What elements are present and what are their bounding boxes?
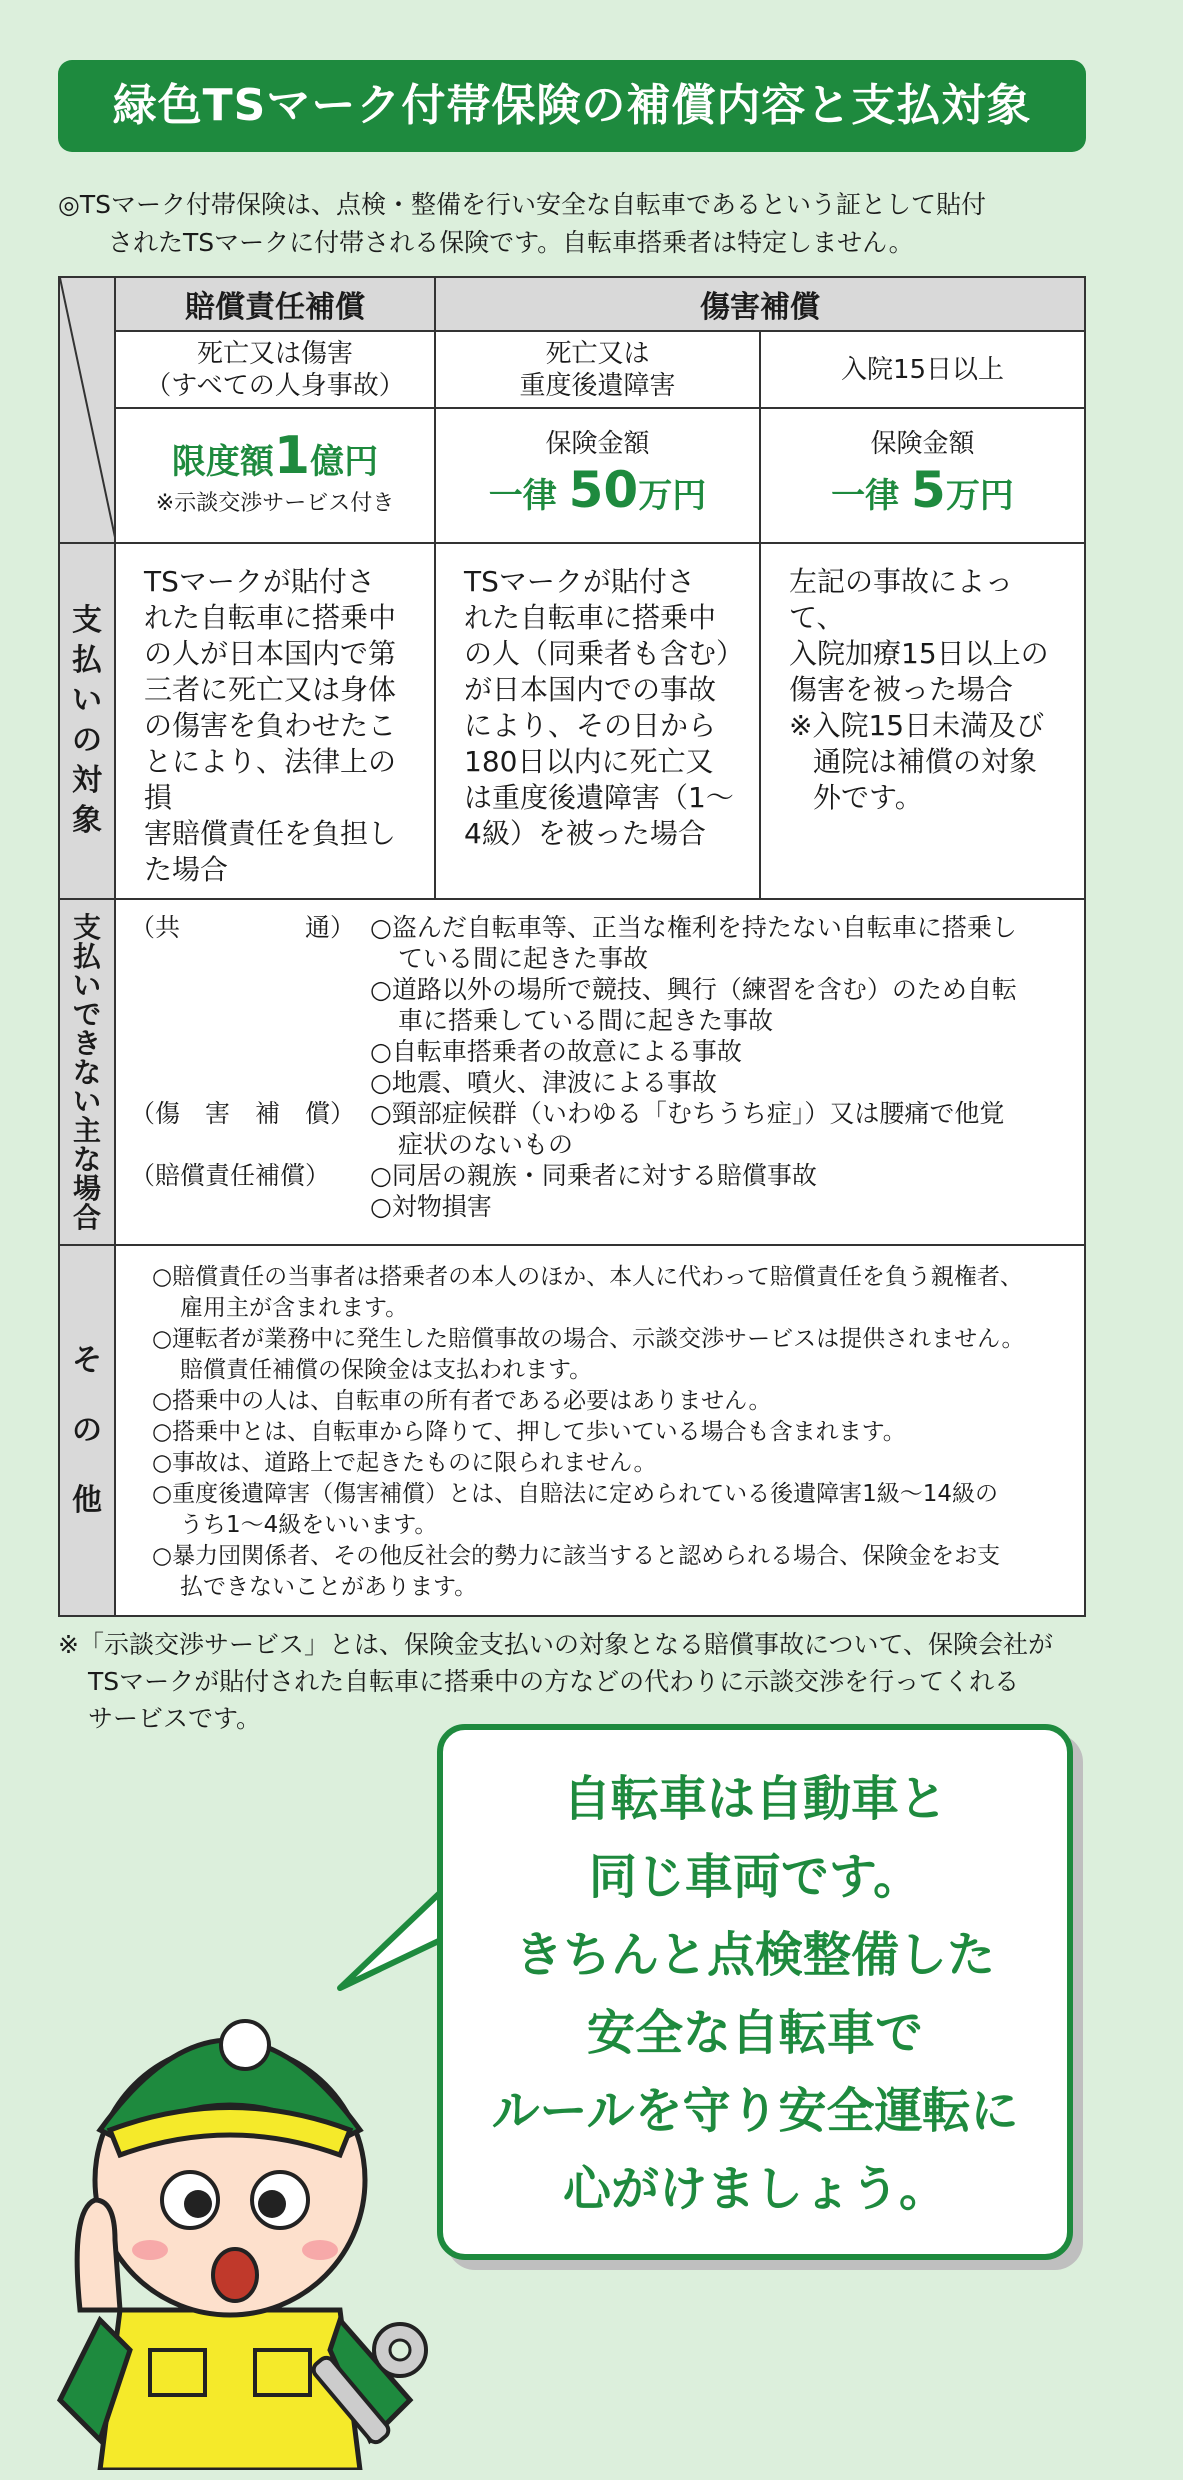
footnote-line-3: サービスです。 [88, 1704, 262, 1733]
no-pay-liability-label: （賠償責任補償） [130, 1161, 331, 1190]
amount-liability-note: ※示談交渉サービス付き [155, 491, 395, 517]
side-other [59, 1245, 115, 1616]
pay-death [435, 543, 760, 899]
bubble-line: 同じ車両です。 [588, 1849, 922, 1905]
pay-hospital-line: 傷害を被った場合 [789, 673, 1014, 706]
mascot-illustration [40, 1880, 440, 2470]
bubble-line: 自転車は自動車と [562, 1771, 947, 1827]
pay-liability [115, 543, 435, 899]
amount-death-suffix: 万円 [638, 476, 707, 517]
intro-line-1: ◎TSマーク付帯保険は、点検・整備を行い安全な自転車であるという証として貼付 [58, 190, 986, 219]
amount-hospital-number: 5 [911, 461, 946, 520]
pay-death-line: の人（同乗者も含む） [464, 637, 745, 670]
pay-liability-line: 三者に死亡又は身体 [144, 673, 397, 706]
amount-liability-suffix: 億円 [310, 442, 379, 483]
footnote-line-2: TSマークが貼付された自転車に搭乗中の方などの代わりに示談交渉を行ってくれる [88, 1667, 1020, 1696]
other-item: ○賠償責任の当事者は搭乗者の本人のほか、本人に代わって賠償責任を負う親権者、 [152, 1264, 1023, 1290]
footnote [58, 1626, 1128, 1737]
corner-diagonal [60, 278, 115, 542]
sub-hospital: 入院15日以上 [760, 331, 1085, 408]
pay-death-line: が日本国内での事故 [464, 673, 717, 706]
pay-liability-line: 害賠償責任を負担し [144, 817, 397, 850]
pay-death-line: は重度後遺障害（1〜 [464, 781, 734, 814]
header-injury: 傷害補償 [435, 277, 1085, 331]
speech-bubble [437, 1724, 1073, 2260]
side-pay-target [59, 543, 115, 899]
pay-death-line: により、その日から [464, 709, 717, 742]
amount-death-label: 保険金額 [545, 429, 650, 460]
no-pay-injury-label: （傷 害 補 償） [130, 1099, 356, 1128]
amount-hospital-label: 保険金額 [870, 429, 975, 460]
pay-liability-line: た場合 [144, 853, 229, 886]
other-item: ○搭乗中とは、自転車から降りて、押して歩いている場合も含まれます。 [152, 1419, 906, 1445]
amount-hospital-prefix: 一律 [831, 476, 912, 517]
intro-text [58, 186, 1118, 262]
no-pay-item: ○道路以外の場所で競技、興行（練習を含む）のため自転 [370, 975, 1017, 1004]
footnote-line-1: ※「示談交渉サービス」とは、保険金支払いの対象となる賠償事故について、保険会社が [58, 1630, 1053, 1659]
side-other-label: その他 [72, 1342, 102, 1518]
other-item: 賠償責任補償の保険金は支払われます。 [180, 1357, 593, 1383]
no-pay-item: ○地震、噴火、津波による事故 [370, 1068, 717, 1097]
no-pay-cases [115, 899, 1085, 1245]
amount-hospital [760, 408, 1085, 543]
no-pay-item: 症状のないもの [398, 1130, 574, 1159]
sub-liability-line-1: 死亡又は傷害 [196, 338, 353, 369]
no-pay-item: ○同居の親族・同乗者に対する賠償事故 [370, 1161, 817, 1190]
bubble-line: 心がけましょう。 [562, 2161, 947, 2217]
side-no-pay-label: 支払いできない主な場合 [72, 910, 101, 1234]
pay-hospital-line: 通院は補償の対象 [813, 745, 1038, 778]
bubble-line: 安全な自転車で [586, 2005, 923, 2061]
no-pay-item: ○盗んだ自転車等、正当な権利を持たない自転車に搭乗し [370, 913, 1017, 942]
pay-hospital-line: 入院加療15日以上の [789, 637, 1049, 670]
amount-death [435, 408, 760, 543]
sub-liability-line-2: （すべての人身事故） [145, 370, 405, 401]
other-notes [115, 1245, 1085, 1616]
amount-death-prefix: 一律 [488, 476, 569, 517]
pay-hospital-line: 左記の事故によって、 [789, 565, 1014, 634]
intro-line-2: されたTSマークに付帯される保険です。自転車搭乗者は特定しません。 [108, 228, 914, 257]
other-item: ○搭乗中の人は、自転車の所有者である必要はありません。 [152, 1388, 772, 1414]
amount-hospital-suffix: 万円 [945, 476, 1014, 517]
other-item: ○暴力団関係者、その他反社会的勢力に該当すると認められる場合、保険金をお支 [152, 1543, 1001, 1569]
header-liability: 賠償責任補償 [115, 277, 435, 331]
sub-liability [115, 331, 435, 408]
pay-hospital [760, 543, 1085, 899]
sub-death [435, 331, 760, 408]
amount-death-number: 50 [568, 461, 639, 520]
pay-liability-line: の人が日本国内で第 [144, 637, 397, 670]
pay-liability-line: TSマークが貼付さ [144, 565, 375, 598]
amount-liability-prefix: 限度額 [171, 442, 274, 483]
pay-death-line: 180日以内に死亡又 [464, 745, 714, 778]
pay-death-line: れた自転車に搭乗中 [464, 601, 717, 634]
coverage-table [58, 276, 1086, 1617]
no-pay-item: ○頸部症候群（いわゆる「むちうち症」）又は腰痛で他覚 [370, 1099, 1005, 1128]
sub-death-line-1: 死亡又は [545, 338, 650, 369]
pay-hospital-line: ※入院15日未満及び [789, 709, 1045, 742]
other-item: ○重度後遺障害（傷害補償）とは、自賠法に定められている後遺障害1級〜14級の [152, 1481, 998, 1507]
side-no-pay [59, 899, 115, 1245]
amount-liability [115, 408, 435, 543]
pay-death-line: 4級）を被った場合 [464, 817, 706, 850]
pay-liability-line: とにより、法律上の損 [144, 745, 397, 814]
side-pay-label: 支払いの対象 [72, 603, 102, 838]
other-item: ○事故は、道路上で起きたものに限られません。 [152, 1450, 657, 1476]
other-item: うち1〜4級をいいます。 [180, 1512, 438, 1538]
other-item: 払できないことがあります。 [180, 1574, 478, 1600]
pay-death-line: TSマークが貼付さ [464, 565, 695, 598]
no-pay-item: ○対物損害 [370, 1192, 492, 1221]
table-corner [59, 277, 115, 543]
other-item: ○運転者が業務中に発生した賠償事故の場合、示談交渉サービスは提供されません。 [152, 1326, 1025, 1352]
pay-liability-line: の傷害を負わせたこ [144, 709, 397, 742]
bubble-line: きちんと点検整備した [514, 1927, 995, 1983]
amount-liability-number: 1 [273, 426, 311, 487]
page-title: 緑色TSマーク付帯保険の補償内容と支払対象 [58, 60, 1086, 152]
no-pay-item: ている間に起きた事故 [398, 944, 649, 973]
pay-hospital-line: 外です。 [813, 781, 923, 814]
pay-liability-line: れた自転車に搭乗中 [144, 601, 397, 634]
bubble-line: ルールを守り安全運転に [491, 2083, 1019, 2139]
other-item: 雇用主が含まれます。 [180, 1295, 409, 1321]
no-pay-common-label: （共 通） [130, 913, 356, 942]
sub-death-line-2: 重度後遺障害 [519, 370, 676, 401]
no-pay-item: ○自転車搭乗者の故意による事故 [370, 1037, 742, 1066]
no-pay-item: 車に搭乗している間に起きた事故 [398, 1006, 774, 1035]
cap-badge-icon [221, 2021, 269, 2069]
